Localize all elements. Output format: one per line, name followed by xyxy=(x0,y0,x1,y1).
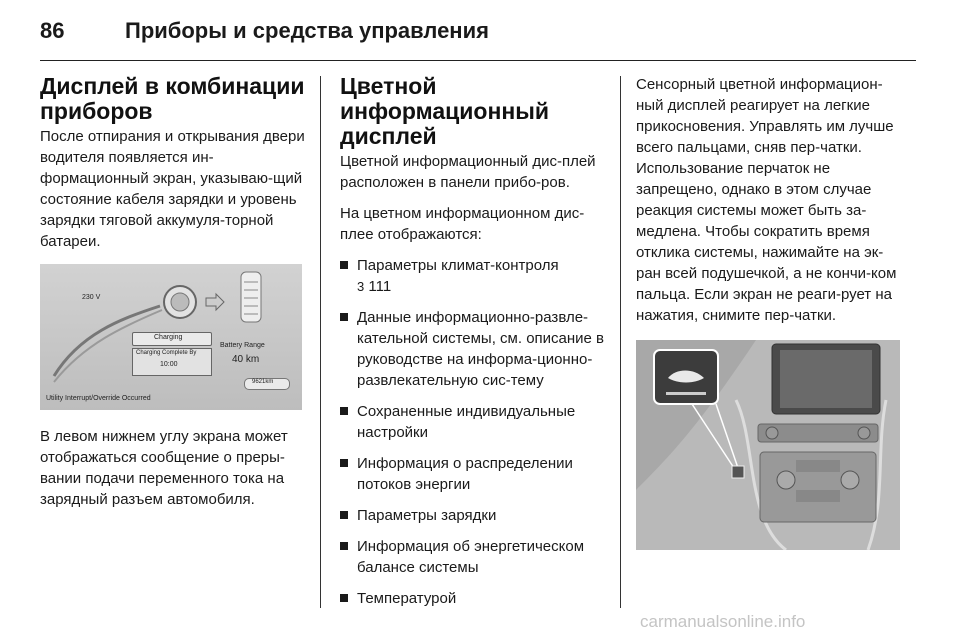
page-number: 86 xyxy=(40,18,65,43)
column-3 xyxy=(636,74,908,550)
battery-range-label: Battery Range xyxy=(220,342,265,349)
paragraph-cluster-intro: После отпирания и открывания двери водителя появляется ин-формационный экран, указываю-щий состояние кабеля зарядки и уровень зарядки тяговой аккумуля-торной батареи. xyxy=(40,128,305,250)
list-item-text: Сохраненные индивидуальные настройки xyxy=(357,403,576,441)
battery-icon xyxy=(238,270,264,324)
column-2 xyxy=(340,74,606,619)
list-item-text: Параметры зарядки xyxy=(357,507,497,524)
list-item xyxy=(340,307,606,391)
dashboard-illustration xyxy=(636,340,900,550)
list-item xyxy=(340,588,606,609)
odometer-value: 9621km xyxy=(252,379,274,385)
figure-cluster-charging-screen xyxy=(40,264,302,410)
column-1 xyxy=(40,74,308,520)
list-item xyxy=(340,453,606,495)
watermark-text: carmanualsonline.info xyxy=(640,612,806,631)
paragraph-touch-screen: Сенсорный цветной информацион-ный дисплей реагирует на легкие прикосновения. Управлять им лучше всего пальцами, сняв пер-чатки. Использование перчаток не запрещено, однако в этом случае реакция системы может быть за-медлена. Чтобы сократить время отклика системы, нажимайте на эк-ран всей подушечкой, а не кончи-ком пальца. Если экран не реаги-рует на нажатия, снимите пер-чатки. xyxy=(636,76,897,324)
section-heading-color-display: Цветной информационный дисплей xyxy=(340,73,550,149)
charging-complete-time: 10:00 xyxy=(160,361,178,368)
utility-interrupt-alert: Utility Interrupt/Override Occurred xyxy=(46,395,151,402)
column-divider-2 xyxy=(620,76,621,608)
figure-center-console-photo xyxy=(636,340,900,550)
chapter-title: Приборы и средства управления xyxy=(125,18,489,43)
header-rule xyxy=(40,60,916,61)
list-item xyxy=(340,255,606,297)
list-item xyxy=(340,401,606,443)
xref-page: 111 xyxy=(368,278,392,295)
list-item xyxy=(340,505,606,526)
section-heading-cluster-display: Дисплей в комбинации приборов xyxy=(40,73,305,124)
list-item-text: Данные информационно-развле-кательной системы, см. описание в руководстве на информа-ционно-развлекательную сис-тему xyxy=(357,309,605,389)
battery-range-value: 40 km xyxy=(232,354,260,365)
list-item-text: Температурой xyxy=(357,590,457,607)
list-item-text: Информация о распределении потоков энергии xyxy=(357,455,573,493)
paragraph-display-shows: На цветном информационном дис-плее отображаются: xyxy=(340,205,585,243)
list-item xyxy=(340,536,606,578)
voltage-label: 230 V xyxy=(82,294,101,301)
paragraph-interrupt-message: В левом нижнем углу экрана может отображаться сообщение о преры-вании подачи переменного тока на зарядный разъем автомобиля. xyxy=(40,428,288,508)
paragraph-display-location: Цветной информационный дис-плей расположен в панели прибо-ров. xyxy=(340,153,596,191)
charging-status-label: Charging xyxy=(154,334,183,341)
list-item-text: Информация об энергетическом балансе системы xyxy=(357,538,585,576)
column-divider-1 xyxy=(320,76,321,608)
list-item-text: Параметры климат-контроля xyxy=(357,257,559,274)
charging-complete-by-label: Charging Complete By xyxy=(136,350,197,356)
page-header xyxy=(40,18,916,58)
xref-arrow-icon: 3 xyxy=(357,279,365,294)
display-content-list xyxy=(340,255,606,609)
